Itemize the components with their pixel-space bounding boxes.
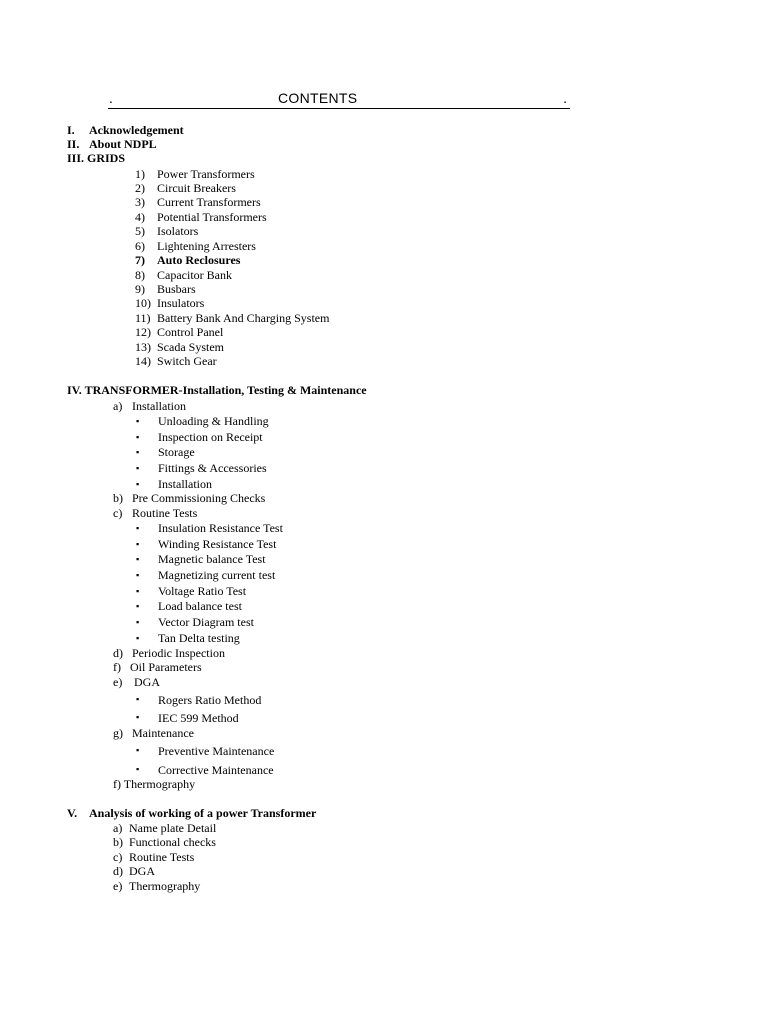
bullet-item: Tan Delta testing bbox=[158, 631, 240, 645]
section-iii bbox=[67, 151, 125, 165]
item-label: Functional checks bbox=[129, 835, 216, 849]
sub-item bbox=[113, 660, 202, 674]
sub-item bbox=[113, 506, 197, 520]
item-letter: d) bbox=[113, 646, 123, 660]
list-item bbox=[135, 311, 329, 325]
item-label: Thermography bbox=[129, 879, 201, 893]
bullet-icon: ▪ bbox=[136, 554, 140, 564]
item-label: Current Transformers bbox=[157, 195, 261, 209]
contents-heading bbox=[108, 90, 570, 109]
bullet-icon: ▪ bbox=[136, 745, 140, 755]
item-label: Installation bbox=[132, 399, 186, 413]
item-label: Capacitor Bank bbox=[157, 268, 232, 282]
section-label: Analysis of working of a power Transformer bbox=[89, 806, 317, 820]
item-label: Power Transformers bbox=[157, 167, 255, 181]
item-label: Busbars bbox=[157, 282, 196, 296]
sub-item bbox=[113, 879, 200, 893]
item-number: 4) bbox=[135, 210, 145, 224]
list-item bbox=[135, 325, 223, 339]
item-label: Pre Commissioning Checks bbox=[132, 491, 266, 505]
bullet-icon: ▪ bbox=[136, 617, 140, 627]
bullet-item: Installation bbox=[158, 477, 212, 491]
item-letter: b) bbox=[113, 491, 123, 505]
item-letter: e) bbox=[113, 675, 123, 689]
item-number: 2) bbox=[135, 181, 145, 195]
item-label: Circuit Breakers bbox=[157, 181, 236, 195]
sub-item bbox=[113, 646, 225, 660]
item-label: Periodic Inspection bbox=[132, 646, 225, 660]
sub-item-thermography: f) Thermography bbox=[113, 777, 196, 791]
sub-item bbox=[113, 726, 194, 740]
item-letter: g) bbox=[113, 726, 123, 740]
item-label: Routine Tests bbox=[132, 506, 198, 520]
bullet-item: Corrective Maintenance bbox=[158, 763, 274, 777]
bullet-icon: ▪ bbox=[136, 416, 140, 426]
section-label: About NDPL bbox=[89, 137, 157, 151]
bullet-icon: ▪ bbox=[136, 586, 140, 596]
section-numeral: II. bbox=[67, 137, 80, 151]
section-i bbox=[67, 123, 184, 137]
bullet-item: Magnetizing current test bbox=[158, 568, 276, 582]
item-label: Maintenance bbox=[132, 726, 194, 740]
bullet-item: Unloading & Handling bbox=[158, 414, 269, 428]
bullet-item: Rogers Ratio Method bbox=[158, 693, 262, 707]
section-iv bbox=[67, 383, 367, 397]
section-numeral: IV. bbox=[67, 383, 82, 397]
item-label: Battery Bank And Charging System bbox=[157, 311, 330, 325]
page-title: CONTENTS bbox=[278, 90, 358, 106]
bullet-item: Load balance test bbox=[158, 599, 242, 613]
bullet-icon: ▪ bbox=[136, 463, 140, 473]
item-letter: f) bbox=[113, 660, 121, 674]
bullet-icon: ▪ bbox=[136, 601, 140, 611]
bullet-item: Vector Diagram test bbox=[158, 615, 254, 629]
list-item bbox=[135, 181, 236, 195]
sub-item bbox=[113, 399, 186, 413]
bullet-icon: ▪ bbox=[136, 447, 140, 457]
section-label: Acknowledgement bbox=[89, 123, 184, 137]
bullet-icon: ▪ bbox=[136, 694, 140, 704]
bullet-item: IEC 599 Method bbox=[158, 711, 239, 725]
sub-item bbox=[113, 491, 265, 505]
item-label: Lightening Arresters bbox=[157, 239, 256, 253]
item-letter: e) bbox=[113, 879, 123, 893]
item-letter: c) bbox=[113, 506, 123, 520]
item-number: 7) bbox=[135, 253, 145, 267]
item-label: Potential Transformers bbox=[157, 210, 267, 224]
bullet-item: Inspection on Receipt bbox=[158, 430, 263, 444]
item-number: 13) bbox=[135, 340, 151, 354]
item-label: Oil Parameters bbox=[130, 660, 202, 674]
list-item bbox=[135, 340, 224, 354]
item-number: 9) bbox=[135, 282, 145, 296]
item-label: DGA bbox=[129, 864, 155, 878]
section-label: TRANSFORMER-Installation, Testing & Maintenance bbox=[84, 383, 367, 397]
sub-item bbox=[113, 850, 194, 864]
list-item bbox=[135, 253, 240, 267]
item-label: Scada System bbox=[157, 340, 224, 354]
item-number: 5) bbox=[135, 224, 145, 238]
list-item bbox=[135, 354, 217, 368]
list-item bbox=[135, 239, 256, 253]
bullet-item: Preventive Maintenance bbox=[158, 744, 275, 758]
heading-left-dot: . bbox=[109, 90, 113, 106]
bullet-item: Magnetic balance Test bbox=[158, 552, 266, 566]
item-letter: a) bbox=[113, 821, 123, 835]
bullet-item: Winding Resistance Test bbox=[158, 537, 277, 551]
item-number: 8) bbox=[135, 268, 145, 282]
section-label: GRIDS bbox=[87, 151, 126, 165]
item-letter: b) bbox=[113, 835, 123, 849]
section-numeral: V. bbox=[67, 806, 78, 820]
item-label: Control Panel bbox=[157, 325, 224, 339]
item-letter: d) bbox=[113, 864, 123, 878]
item-number: 3) bbox=[135, 195, 145, 209]
sub-item bbox=[113, 821, 216, 835]
item-label: Auto Reclosures bbox=[157, 253, 241, 267]
list-item bbox=[135, 296, 204, 310]
bullet-icon: ▪ bbox=[136, 764, 140, 774]
item-number: 14) bbox=[135, 354, 151, 368]
item-label: DGA bbox=[134, 675, 160, 689]
sub-item bbox=[113, 835, 216, 849]
item-label: Switch Gear bbox=[157, 354, 217, 368]
section-numeral: I. bbox=[67, 123, 75, 137]
bullet-icon: ▪ bbox=[136, 712, 140, 722]
list-item bbox=[135, 167, 255, 181]
section-numeral: III. bbox=[67, 151, 85, 165]
bullet-icon: ▪ bbox=[136, 432, 140, 442]
list-item bbox=[135, 268, 232, 282]
list-item bbox=[135, 282, 196, 296]
list-item bbox=[135, 210, 267, 224]
item-label: Name plate Detail bbox=[129, 821, 217, 835]
sub-item bbox=[113, 864, 155, 878]
bullet-icon: ▪ bbox=[136, 479, 140, 489]
item-number: 11) bbox=[135, 311, 151, 325]
bullet-icon: ▪ bbox=[136, 633, 140, 643]
item-number: 1) bbox=[135, 167, 145, 181]
item-number: 12) bbox=[135, 325, 151, 339]
item-label: Routine Tests bbox=[129, 850, 195, 864]
heading-right-dot: . bbox=[563, 90, 567, 106]
bullet-icon: ▪ bbox=[136, 570, 140, 580]
item-letter: c) bbox=[113, 850, 123, 864]
item-label: Isolators bbox=[157, 224, 199, 238]
section-ii bbox=[67, 137, 157, 151]
bullet-icon: ▪ bbox=[136, 523, 140, 533]
list-item bbox=[135, 195, 261, 209]
bullet-item: Fittings & Accessories bbox=[158, 461, 267, 475]
bullet-item: Voltage Ratio Test bbox=[158, 584, 247, 598]
item-label: Insulators bbox=[157, 296, 205, 310]
section-v bbox=[67, 806, 316, 820]
item-letter: a) bbox=[113, 399, 123, 413]
bullet-item: Insulation Resistance Test bbox=[158, 521, 283, 535]
sub-item bbox=[113, 675, 160, 689]
item-number: 10) bbox=[135, 296, 151, 310]
bullet-icon: ▪ bbox=[136, 539, 140, 549]
item-number: 6) bbox=[135, 239, 145, 253]
list-item bbox=[135, 224, 198, 238]
bullet-item: Storage bbox=[158, 445, 195, 459]
